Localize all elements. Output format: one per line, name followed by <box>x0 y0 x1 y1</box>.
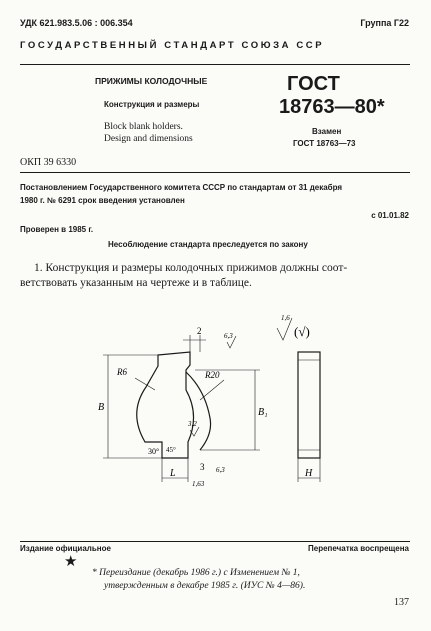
r20-label: R20 <box>205 370 220 380</box>
decree-line2: 1980 г. № 6291 срок введения установлен <box>20 196 185 205</box>
top-rule <box>20 64 410 65</box>
l-label: L <box>170 468 176 479</box>
star-icon: ★ <box>64 553 78 570</box>
b-label: B <box>98 402 105 413</box>
replaces-label: Взамен <box>312 127 342 136</box>
footer-no-reprint: Перепечатка воспрещена <box>308 544 409 553</box>
dim-45-label: 45° <box>166 446 176 454</box>
roughness-value: 1,6 <box>281 314 290 322</box>
note-line2: утвержденным в декабре 1985 г. (ИУС № 4—86). <box>104 581 306 591</box>
r20-leader <box>200 380 224 400</box>
dim-2-label: 2 <box>197 326 202 336</box>
dim-3-label: 3 <box>200 462 205 472</box>
h-label: H <box>305 468 313 479</box>
note-line1: * Переиздание (декабрь 1986 г.) с Изменением № 1, <box>92 568 300 578</box>
title-ru: ПРИЖИМЫ КОЛОДОЧНЫЕ <box>95 76 208 86</box>
effective-date: с 01.01.82 <box>371 211 409 220</box>
side-view <box>298 352 320 458</box>
dim-63-top-label: 6,3 <box>224 332 233 340</box>
page-number: 137 <box>394 597 409 608</box>
gost-number: 18763—80* <box>279 96 385 118</box>
dim-30-label: 30° <box>148 447 160 456</box>
technical-drawing <box>0 300 431 530</box>
holder-outline <box>137 352 194 458</box>
decree-line1: Постановлением Государственного комитета СССР по стандартам от 31 декабря <box>20 183 343 192</box>
footer-official: Издание официальное <box>20 544 111 553</box>
r6-label: R6 <box>117 367 127 377</box>
dim-63-bottom-label: 6,3 <box>216 466 225 474</box>
group-code: Группа Г22 <box>360 18 409 28</box>
okp-code: ОКП 39 6330 <box>20 157 77 168</box>
udk-code: УДК 621.983.5.06 : 006.354 <box>20 18 133 28</box>
checked-year: Проверен в 1985 г. <box>20 225 94 234</box>
replaces-value: ГОСТ 18763—73 <box>293 139 356 148</box>
dim-32-label: 3,2 <box>188 420 197 428</box>
footer-rule <box>20 541 410 542</box>
title-en-line2: Design and dimensions <box>104 134 193 144</box>
roughness-paren: (√) <box>294 324 310 339</box>
title-en-line1: Block blank holders. <box>104 122 183 132</box>
body-line1: 1. Конструкция и размеры колодочных прижимов должны соот- <box>34 262 348 274</box>
middle-rule <box>20 172 410 173</box>
b1-label: B₁ <box>258 407 268 418</box>
dim-163-label: 1,63 <box>192 480 205 488</box>
violation-notice: Несоблюдение стандарта преследуется по закону <box>108 240 308 249</box>
gost-label: ГОСТ <box>287 73 340 95</box>
subtitle-ru: Конструкция и размеры <box>104 100 200 109</box>
body-line2: ветствовать указанным на чертеже и в таблице. <box>20 277 252 289</box>
standard-banner: ГОСУДАРСТВЕННЫЙ СТАНДАРТ СОЮЗА ССР <box>20 40 325 51</box>
